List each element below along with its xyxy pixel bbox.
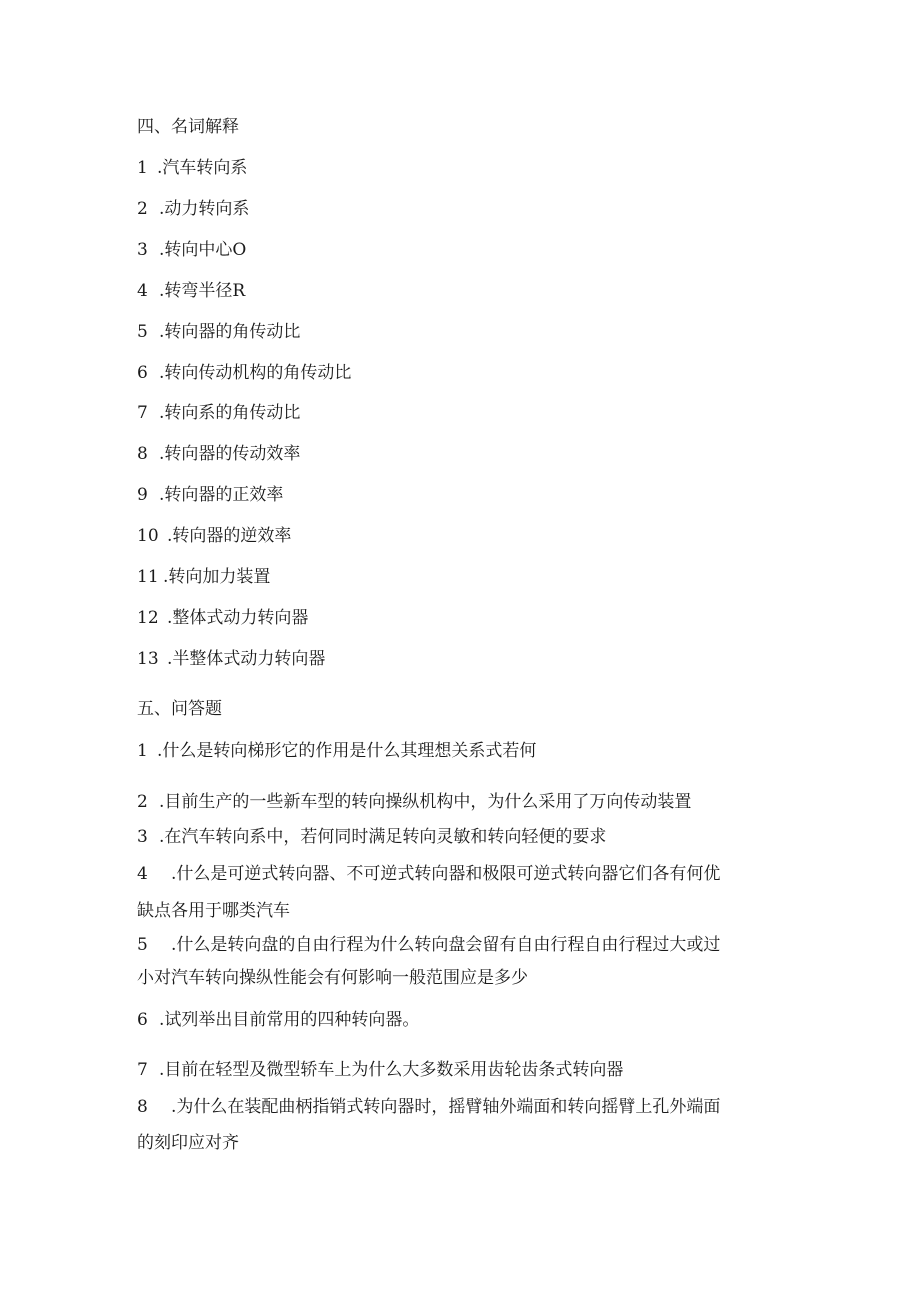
item-text: .转弯半径R [159, 281, 246, 301]
question-item [137, 1095, 720, 1119]
term-item [137, 524, 291, 548]
question-item-continuation: 的刻印应对齐 [137, 1133, 239, 1153]
term-item [137, 197, 249, 221]
term-item [137, 361, 351, 385]
term-item [137, 238, 246, 262]
item-number: 6 [137, 1010, 148, 1030]
term-item [137, 565, 270, 589]
section-4-heading: 四、名词解释 [137, 117, 239, 137]
item-number: 13 [137, 649, 159, 669]
item-text: .在汽车转向系中，若何同时满足转向灵敏和转向轻便的要求 [159, 827, 607, 847]
item-text: .动力转向系 [159, 199, 250, 219]
item-text: .转向中心O [159, 240, 247, 260]
term-item [137, 156, 247, 180]
question-item-continuation: 小对汽车转向操纵性能会有何影响一般范围应是多少 [137, 968, 528, 988]
item-number: 1 [137, 158, 148, 178]
term-item [137, 320, 300, 344]
section-5-heading: 五、问答题 [137, 699, 222, 719]
item-number: 3 [137, 827, 148, 847]
item-text: .转向传动机构的角传动比 [159, 363, 352, 383]
item-text: .为什么在装配曲柄指销式转向器时，摇臂轴外端面和转向摇臂上孔外端面 [171, 1097, 721, 1117]
term-item [137, 442, 300, 466]
item-text: .目前生产的一些新车型的转向操纵机构中，为什么采用了万向传动装置 [159, 792, 692, 812]
item-number: 10 [137, 526, 159, 546]
item-number: 7 [137, 1060, 148, 1080]
item-text: .转向器的逆效率 [167, 526, 292, 546]
item-number: 3 [137, 240, 148, 260]
item-number: 5 [137, 935, 148, 955]
item-text: .什么是转向盘的自由行程为什么转向盘会留有自由行程自由行程过大或过 [171, 935, 721, 955]
item-number: 8 [137, 444, 148, 464]
item-text: .转向器的角传动比 [159, 322, 301, 342]
term-item [137, 401, 300, 425]
question-item-continuation: 缺点各用于哪类汽车 [137, 901, 290, 921]
item-text: .什么是可逆式转向器、不可逆式转向器和极限可逆式转向器它们各有何优 [171, 864, 721, 884]
question-item [137, 739, 536, 763]
item-text: .半整体式动力转向器 [167, 649, 326, 669]
item-number: 11 [137, 567, 159, 587]
question-item [137, 862, 720, 886]
item-number: 5 [137, 322, 148, 342]
item-number: 12 [137, 608, 159, 628]
item-text: .转向加力装置 [163, 567, 271, 587]
question-item [137, 1058, 623, 1082]
item-number: 6 [137, 363, 148, 383]
item-number: 2 [137, 199, 148, 219]
item-number: 4 [137, 281, 148, 301]
item-number: 1 [137, 741, 148, 761]
term-item [137, 279, 245, 303]
item-number: 9 [137, 485, 148, 505]
item-text: .什么是转向梯形它的作用是什么其理想关系式若何 [157, 741, 537, 761]
term-item [137, 483, 283, 507]
term-item [137, 606, 308, 630]
item-text: .转向系的角传动比 [159, 403, 301, 423]
item-number: 8 [137, 1097, 148, 1117]
question-item [137, 1008, 419, 1032]
item-number: 4 [137, 864, 148, 884]
item-number: 7 [137, 403, 148, 423]
item-text: .整体式动力转向器 [167, 608, 309, 628]
item-text: .目前在轻型及微型轿车上为什么大多数采用齿轮齿条式转向器 [159, 1060, 624, 1080]
term-item [137, 647, 325, 671]
item-number: 2 [137, 792, 148, 812]
question-item [137, 825, 606, 849]
question-item [137, 790, 691, 814]
item-text: .转向器的正效率 [159, 485, 284, 505]
question-item [137, 933, 720, 957]
item-text: .转向器的传动效率 [159, 444, 301, 464]
item-text: .试列举出目前常用的四种转向器。 [159, 1010, 420, 1030]
item-text: .汽车转向系 [157, 158, 248, 178]
